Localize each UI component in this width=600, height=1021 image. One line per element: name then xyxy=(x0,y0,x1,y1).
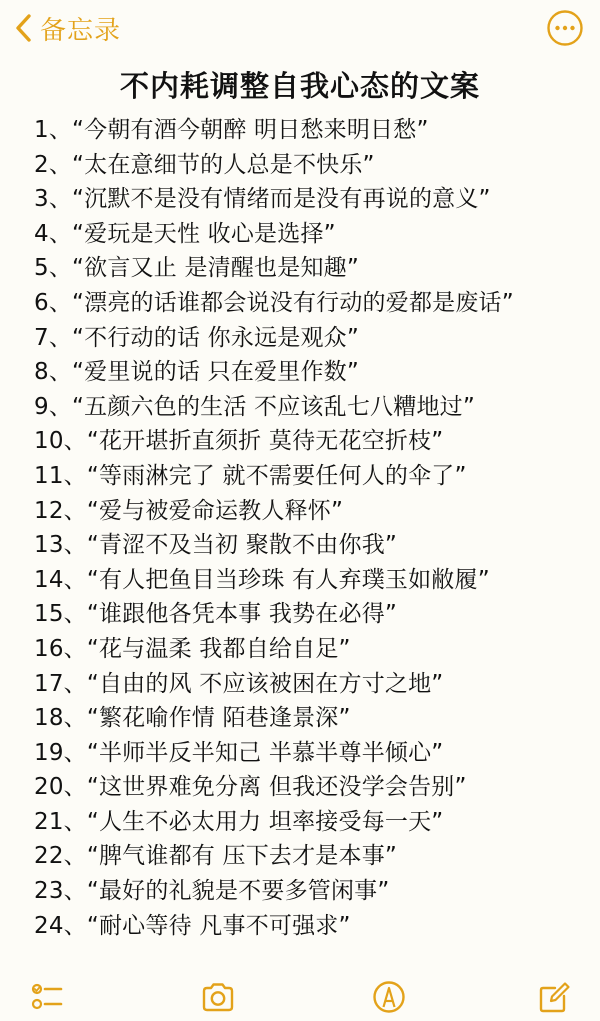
list-item: 7、“不行动的话 你永远是观众” xyxy=(34,324,359,351)
list-item: 12、“爱与被爱命运教人释怀” xyxy=(34,497,344,524)
note-body[interactable] xyxy=(34,113,594,943)
list-item: 24、“耐心等待 凡事不可强求” xyxy=(34,912,351,939)
list-item: 18、“繁花喻作情 陌巷逢景深” xyxy=(34,705,351,732)
list-item: 5、“欲言又止 是清醒也是知趣” xyxy=(34,255,359,282)
list-item: 9、“五颜六色的生活 不应该乱七八糟地过” xyxy=(34,393,475,420)
list-item: 19、“半师半反半知己 半慕半尊半倾心” xyxy=(34,739,444,766)
list-item: 8、“爱里说的话 只在爱里作数” xyxy=(34,359,359,386)
nav-bar xyxy=(0,0,600,56)
list-item: 3、“沉默不是没有情绪而是没有再说的意义” xyxy=(34,186,491,213)
chevron-left-icon xyxy=(14,13,34,43)
camera-icon[interactable] xyxy=(201,980,235,1014)
list-item: 2、“太在意细节的人总是不快乐” xyxy=(34,151,375,178)
back-button[interactable] xyxy=(14,8,121,48)
list-item: 15、“谁跟他各凭本事 我势在必得” xyxy=(34,601,398,628)
list-item: 23、“最好的礼貌是不要多管闲事” xyxy=(34,878,390,905)
list-item: 14、“有人把鱼目当珍珠 有人弃璞玉如敝履” xyxy=(34,566,490,593)
list-item: 6、“漂亮的话谁都会说没有行动的爱都是废话” xyxy=(34,289,514,316)
list-item: 13、“青涩不及当初 聚散不由你我” xyxy=(34,532,398,559)
list-item: 17、“自由的风 不应该被困在方寸之地” xyxy=(34,670,444,697)
list-item: 16、“花与温柔 我都自给自足” xyxy=(34,635,351,662)
note-title: 不内耗调整自我心态的文案 xyxy=(119,69,480,103)
list-item: 10、“花开堪折直须折 莫待无花空折枝” xyxy=(34,428,444,455)
list-item: 11、“等雨淋完了 就不需要任何人的伞了” xyxy=(34,462,467,489)
checklist-icon[interactable] xyxy=(30,980,64,1014)
ellipsis-circle-icon[interactable] xyxy=(546,9,584,47)
list-item: 4、“爱玩是天性 收心是选择” xyxy=(34,220,336,247)
list-item: 22、“脾气谁都有 压下去才是本事” xyxy=(34,843,398,870)
compose-icon[interactable] xyxy=(537,980,571,1014)
list-item: 1、“今朝有酒今朝醉 明日愁来明日愁” xyxy=(34,117,429,143)
list-item: 20、“这世界难免分离 但我还没学会告别” xyxy=(34,774,467,801)
back-label: 备忘录 xyxy=(40,15,122,46)
list-item: 21、“人生不必太用力 坦率接受每一天” xyxy=(34,808,444,835)
bottom-toolbar xyxy=(0,968,600,1021)
markup-pen-icon[interactable] xyxy=(372,980,406,1014)
